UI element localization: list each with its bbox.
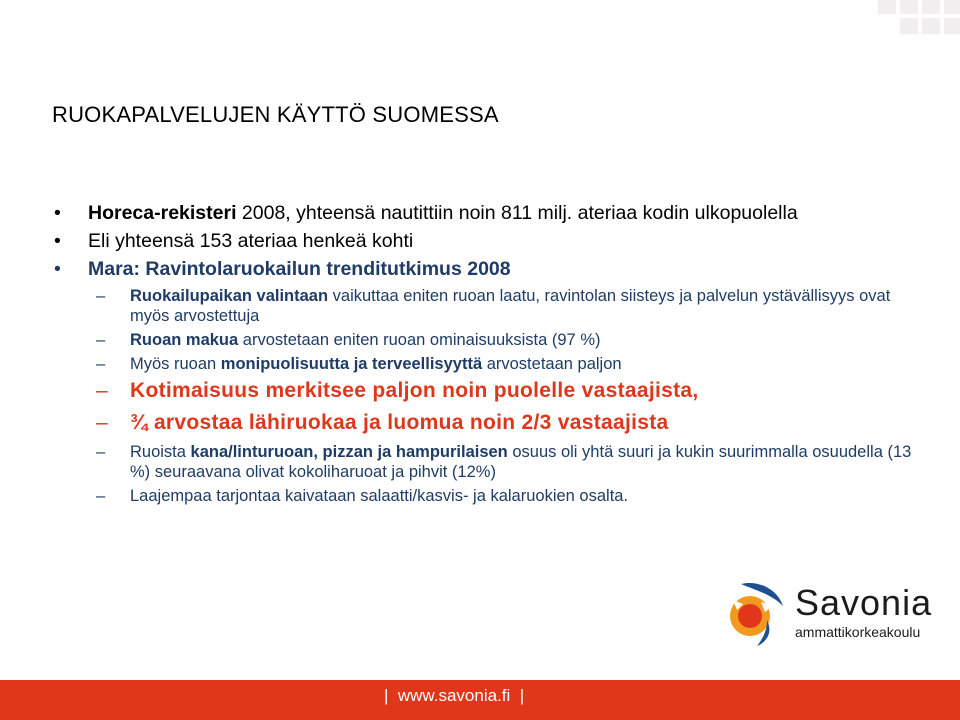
slide-title: RUOKAPALVELUJEN KÄYTTÖ SUOMESSA: [52, 102, 499, 127]
savonia-emblem-icon: [727, 580, 789, 646]
dash-marker: –: [96, 331, 106, 349]
highlight-item: – ¾ arvostaa lähiruokaa ja luomua noin 2/3 vastaajista: [96, 411, 669, 434]
dash-marker: –: [96, 487, 106, 505]
footer-bar: [0, 680, 960, 720]
bullet-marker: •: [54, 258, 61, 280]
dash-marker: –: [96, 379, 108, 402]
sub-item: – Ruokailupaikan valintaan vaikuttaa eniten ruoan laatu, ravintolan siisteys ja palvelun ystävällisyys ovat myös arvostettuja: [96, 287, 891, 325]
savonia-logo: [727, 580, 937, 650]
dash-marker: –: [96, 355, 106, 373]
highlight-item: – Kotimaisuus merkitsee paljon noin puolelle vastaajista,: [96, 379, 699, 402]
dash-marker: –: [96, 287, 106, 305]
dash-marker: –: [96, 411, 108, 434]
bullet-marker: •: [54, 230, 61, 252]
bullet-item: • Eli yhteensä 153 ateriaa henkeä kohti: [54, 230, 414, 252]
sub-item: – Ruoista kana/linturuoan, pizzan ja hampurilaisen osuus oli yhtä suuri ja kukin suurimmalla osuudella (13 %) seuraavana olivat kokoliharuoat ja pihvit (12%): [96, 443, 912, 481]
bullet-marker: •: [54, 202, 61, 224]
dash-marker: –: [96, 443, 106, 461]
bullet-item: • Horeca-rekisteri 2008, yhteensä nautittiin noin 811 milj. ateriaa kodin ulkopuolella: [54, 202, 798, 224]
sub-item: – Laajempaa tarjontaa kaivataan salaatti/kasvis- ja kalaruokien osalta.: [96, 487, 629, 505]
sub-item: – Myös ruoan monipuolisuutta ja terveellisyyttä arvostetaan paljon: [96, 355, 622, 373]
footer-link[interactable]: | www.savonia.fi |: [384, 686, 525, 705]
sub-item: – Ruoan makua arvostetaan eniten ruoan ominaisuuksista (97 %): [96, 331, 601, 349]
logo-wordmark: Savonia: [795, 582, 933, 623]
slide-content: [52, 202, 932, 510]
logo-subtitle: ammattikorkeakoulu: [795, 624, 921, 640]
bullet-item: • Mara: Ravintolaruokailun trenditutkimus 2008: [54, 258, 511, 280]
decorative-corner-squares: [0, 0, 960, 40]
